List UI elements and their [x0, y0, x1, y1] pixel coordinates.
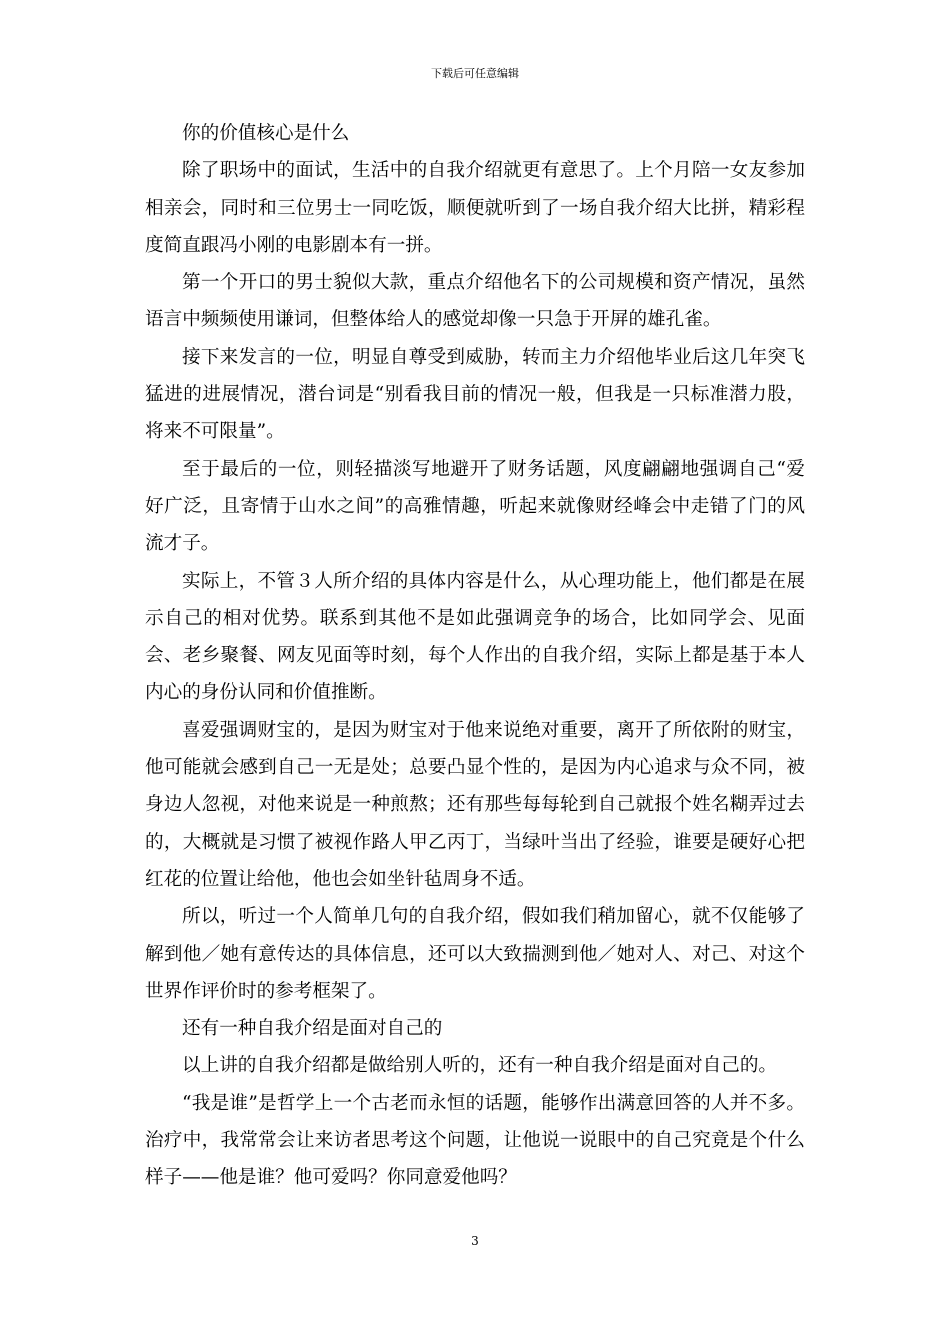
paragraph: 至于最后的一位，则轻描淡写地避开了财务话题，风度翩翩地强调自己“爱好广泛，且寄情于山水之间”的高雅情趣，听起来就像财经峰会中走错了门的风流才子。	[145, 458, 805, 555]
paragraph: 喜爱强调财宝的，是因为财宝对于他来说绝对重要，离开了所依附的财宝，他可能就会感到自己一无是处；总要凸显个性的，是因为内心追求与众不同，被身边人忽视，对他来说是一种煎熬；还有那些每每轮到自己就报个姓名糊弄过去的，大概就是习惯了被视作路人甲乙丙丁，当绿叶当出了经验，谁要是硬好心把红花的位置让给他，他也会如坐针毡周身不适。	[145, 719, 805, 890]
paragraph: “我是谁”是哲学上一个古老而永恒的话题，能够作出满意回答的人并不多。治疗中，我常常会让来访者思考这个问题，让他说一说眼中的自己究竟是个什么样子——他是谁？他可爱吗？你同意爱他吗？	[145, 1092, 805, 1189]
paragraph: 以上讲的自我介绍都是做给别人听的，还有一种自我介绍是面对自己的。	[182, 1055, 778, 1077]
document-body	[145, 115, 805, 1197]
paragraph: 除了职场中的面试，生活中的自我介绍就更有意思了。上个月陪一女友参加相亲会，同时和三位男士一同吃饭，顺便就听到了一场自我介绍大比拼，精彩程度简直跟冯小刚的电影剧本有一拼。	[145, 160, 805, 256]
paragraph: 实际上，不管３人所介绍的具体内容是什么，从心理功能上，他们都是在展示自己的相对优势。联系到其他不是如此强调竞争的场合，比如同学会、见面会、老乡聚餐、网友见面等时刻，每个人作出的自我介绍，实际上都是基于本人内心的身份认同和价值推断。	[145, 570, 805, 704]
page-number: 3	[471, 1234, 479, 1248]
paragraph: 所以，听过一个人简单几句的自我介绍，假如我们稍加留心，就不仅能够了解到他／她有意传达的具体信息，还可以大致揣测到他／她对人、对己、对这个世界作评价时的参考框架了。	[145, 906, 805, 1002]
page-header: 下载后可任意编辑	[431, 67, 519, 80]
paragraph: 第一个开口的男士貌似大款，重点介绍他名下的公司规模和资产情况，虽然语言中频频使用谦词，但整体给人的感觉却像一只急于开屏的雄孔雀。	[145, 272, 805, 331]
paragraph: 接下来发言的一位，明显自尊受到威胁，转而主力介绍他毕业后这几年突飞猛进的进展情况，潜台词是“别看我目前的情况一般，但我是一只标准潜力股，将来不可限量”。	[145, 346, 805, 443]
section-heading: 你的价值核心是什么	[182, 123, 350, 144]
section-heading: 还有一种自我介绍是面对自己的	[182, 1018, 443, 1040]
